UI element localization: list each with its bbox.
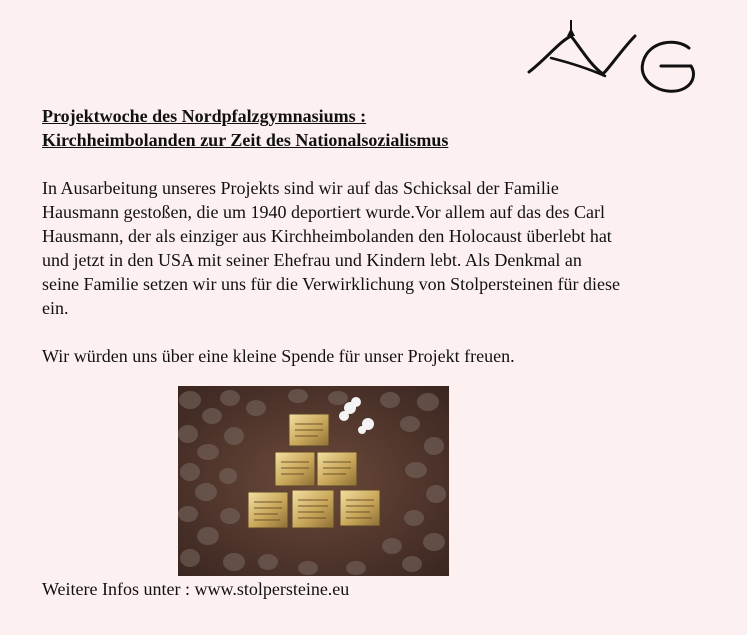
paragraph-line: Hausmann, der als einziger aus Kirchheimbolanden den Holocaust überlebt hat xyxy=(42,226,612,246)
paragraph-line: Hausmann gestoßen, die um 1940 deportiert wurde.Vor allem auf das des Carl xyxy=(42,202,606,222)
more-info-label: Weitere Infos unter : xyxy=(42,579,195,599)
school-logo xyxy=(527,18,699,100)
school-logo-icon xyxy=(527,18,699,100)
heading-line-1: Projektwoche des Nordpfalzgymnasiums : xyxy=(42,106,367,126)
stolpersteine-photo xyxy=(178,386,449,576)
page-heading xyxy=(42,104,702,152)
stolpersteine-link[interactable]: www.stolpersteine.eu xyxy=(194,579,350,599)
more-info-line xyxy=(42,577,349,601)
paragraph-line: seine Familie setzen wir uns für die Verwirklichung von Stolpersteinen für diese xyxy=(42,274,621,294)
paragraph-line: In Ausarbeitung unseres Projekts sind wir auf das Schicksal der Familie xyxy=(42,178,559,198)
donation-request: Wir würden uns über eine kleine Spende für unser Projekt freuen. xyxy=(42,346,515,366)
intro-paragraph xyxy=(42,176,732,320)
paragraph-line: und jetzt in den USA mit seiner Ehefrau und Kindern lebt. Als Denkmal an xyxy=(42,250,582,270)
heading-line-2: Kirchheimbolanden zur Zeit des Nationalsozialismus xyxy=(42,130,449,150)
paragraph-line: ein. xyxy=(42,298,69,318)
